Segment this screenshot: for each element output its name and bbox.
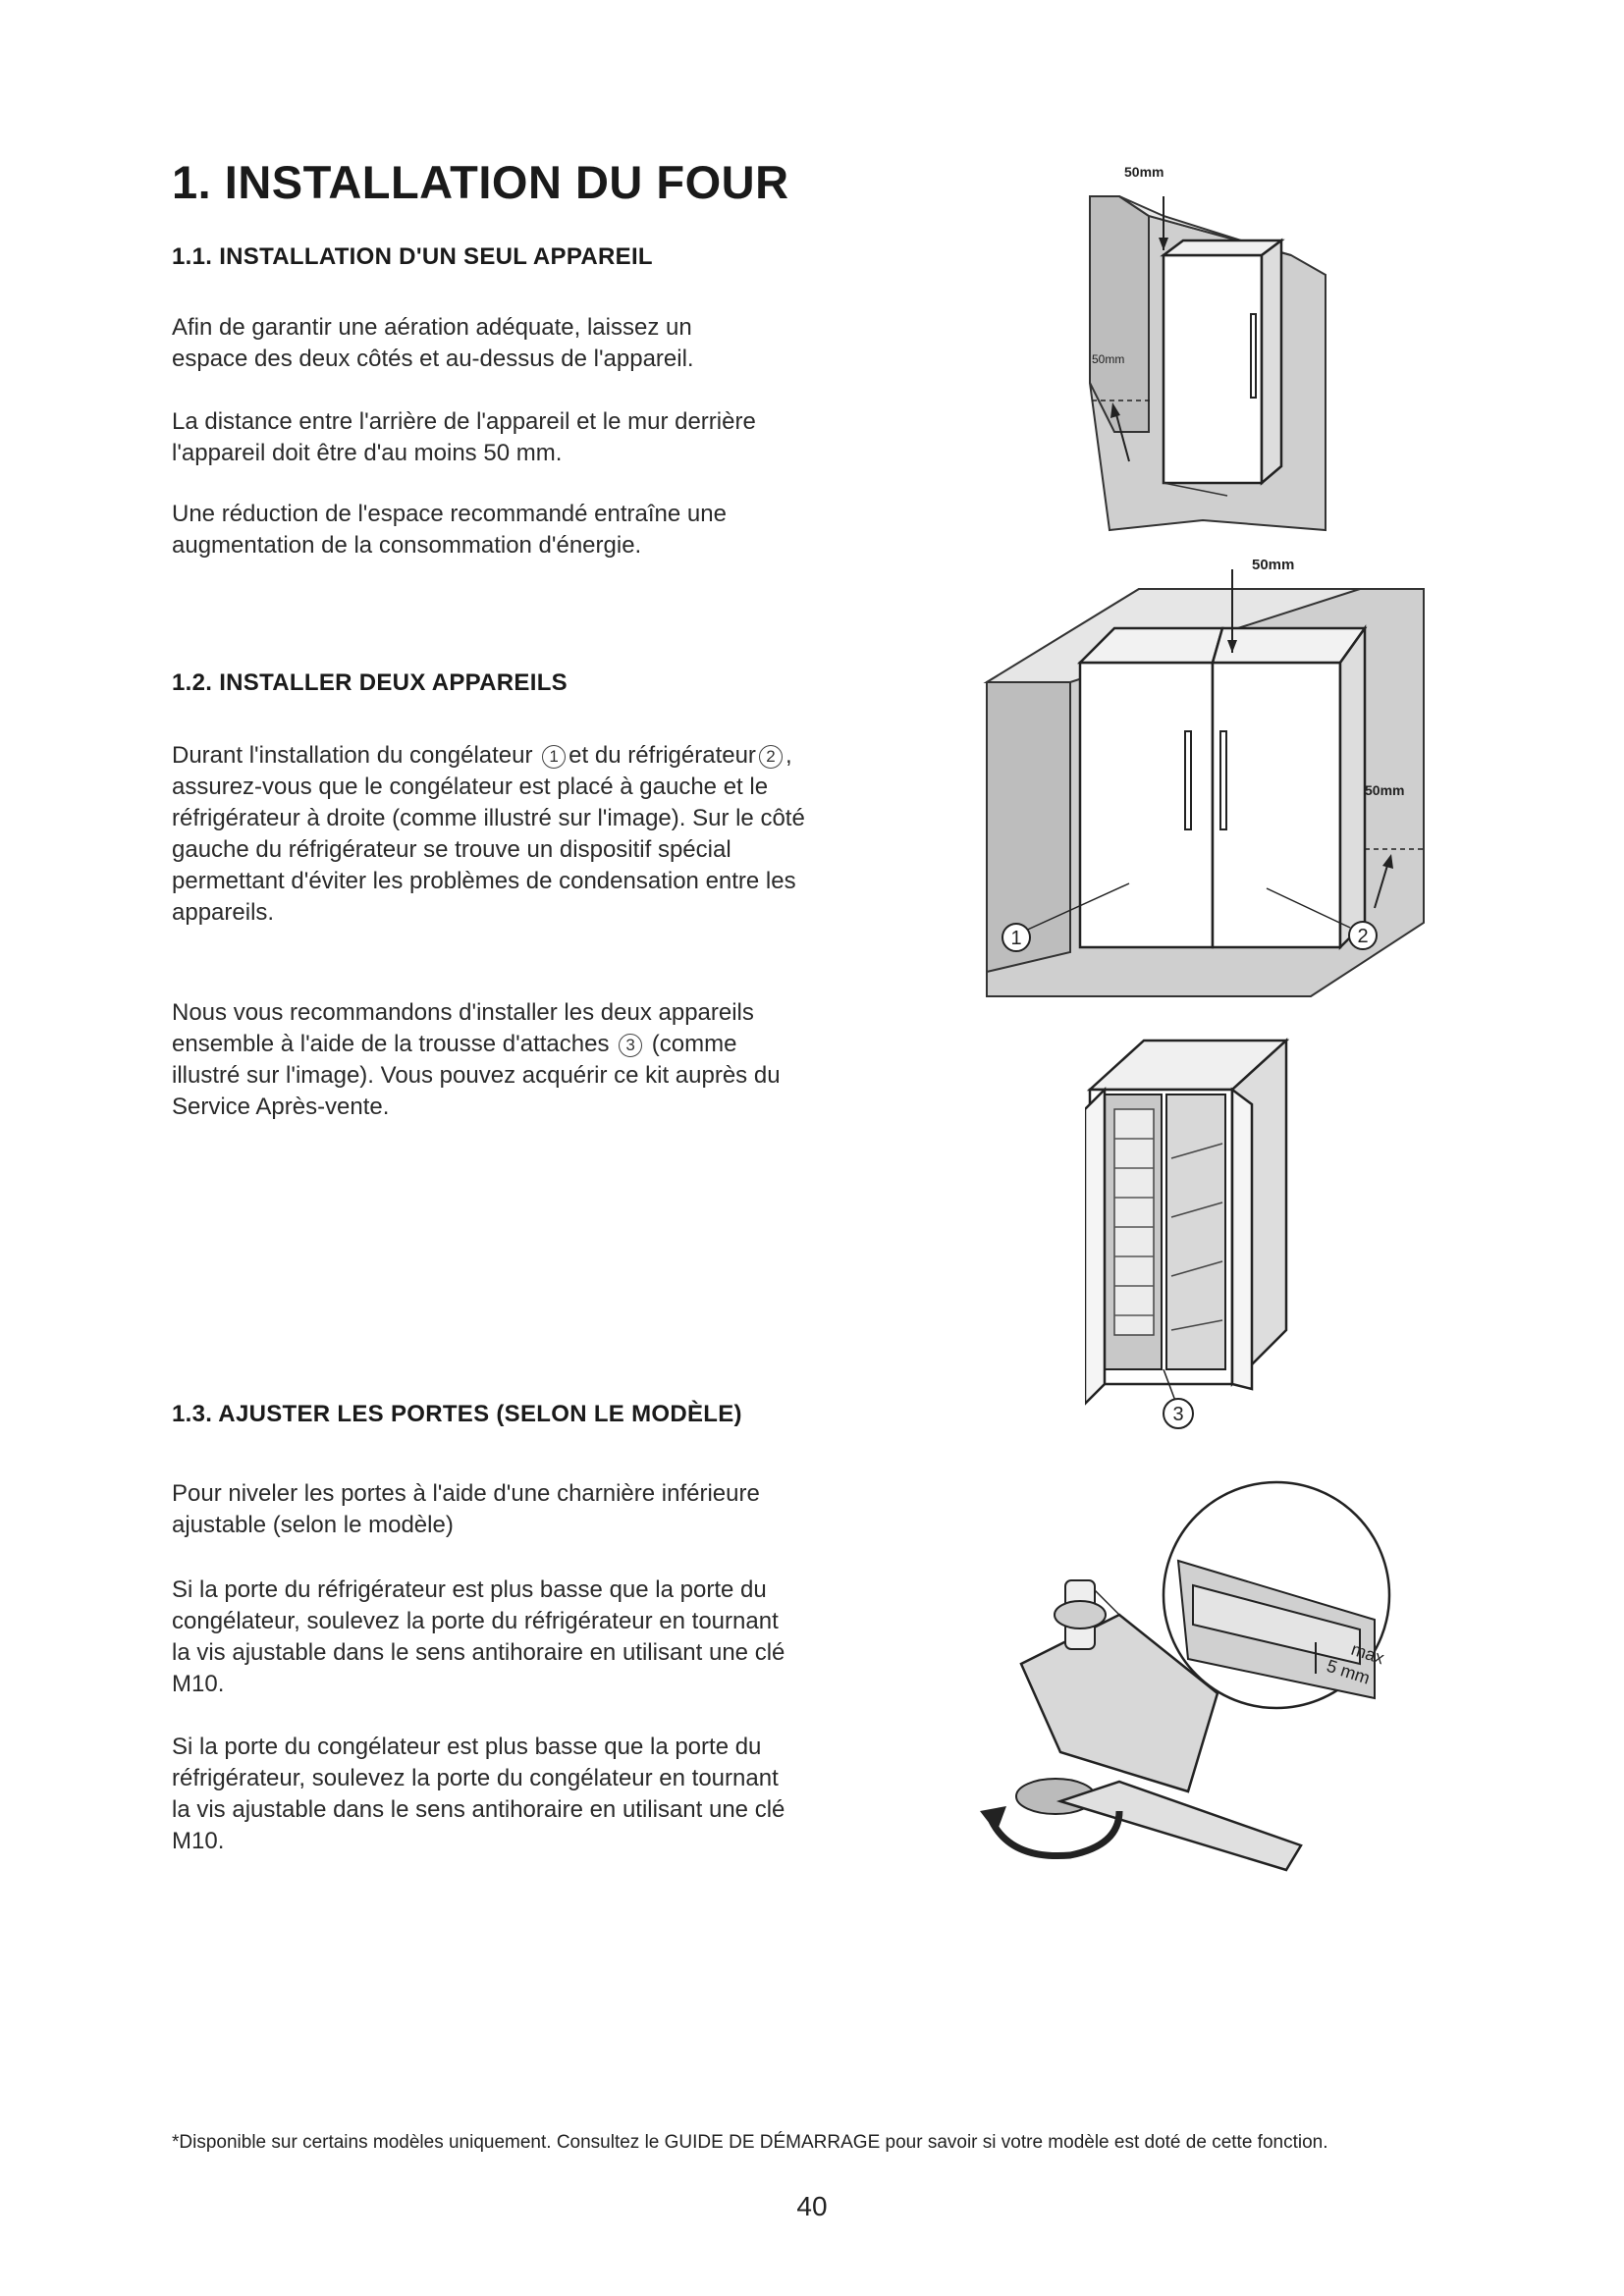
section-1-2-p2-text-b: (comme illustré sur l'image). Vous pouvez acquérir ce kit auprès du Service Après-vente. [172,1031,781,1120]
section-1-3-paragraph-1: Pour niveler les portes à l'aide d'une charnière inférieure ajustable (selon le modèle) [172,1480,760,1538]
section-1-2-heading: 1.2. INSTALLER DEUX APPAREILS [172,669,568,696]
page-title: 1. INSTALLATION DU FOUR [172,156,789,208]
fridge-marker-2: 2 [759,745,783,769]
section-1-1-paragraph-1: Afin de garantir une aération adéquate, laissez un espace des deux côtés et au-dessus de l'appareil. [172,314,694,372]
freezer-door [1085,1090,1105,1404]
gap-label: 5 mm [1324,1655,1373,1688]
fridge-cavity [1166,1095,1225,1369]
alcove-left [987,682,1070,972]
side-gap-label: 50mm [1092,352,1125,366]
marker-3-label: 3 [1172,1404,1184,1425]
freezer-drawers [1114,1109,1154,1335]
section-1-1-paragraph-3: Une réduction de l'espace recommandé entraîne une augmentation de la consommation d'énergie. [172,501,727,559]
top-gap-label: 50mm [1252,557,1295,573]
marker-2-label: 2 [1357,926,1369,947]
appliance-handle [1251,314,1256,398]
footnote: *Disponible sur certains modèles uniquement. Consultez le GUIDE DE DÉMARRAGE pour savoir si votre modèle est doté de cette fonction. [172,2132,1328,2153]
section-1-1-paragraph-2: La distance entre l'arrière de l'appareil et le mur derrière l'appareil doit être d'au moins 50 mm. [172,408,756,466]
hinge-nut [1055,1601,1106,1629]
rotation-arrow [992,1811,1119,1856]
page-number: 40 [796,2191,828,2221]
m10-wrench [1060,1782,1301,1870]
open-appliances-figure [1085,1036,1350,1438]
appliance-front [1164,255,1262,483]
section-1-3-paragraph-3: Si la porte du congélateur est plus basse que la porte du réfrigérateur, soulevez la porte du congélateur en tournant la vis ajustable dans le sens antihoraire en utilisant une clé M10. [172,1734,785,1854]
top-gap-label: 50mm [1124,164,1164,180]
two-appliances-figure [972,550,1434,1001]
freezer-marker-1: 1 [542,745,566,769]
fridge-side [1340,628,1365,947]
fridge-top [1213,628,1365,663]
section-1-3-heading: 1.3. AJUSTER LES PORTES (SELON LE MODÈLE) [172,1401,742,1427]
section-1-3-paragraph-2: Si la porte du réfrigérateur est plus basse que la porte du congélateur, soulevez la porte du réfrigérateur en tournant la vis ajustable dans le sens antihoraire en utilisant une clé M10. [172,1576,785,1697]
side-gap-label: 50mm [1365,782,1405,798]
hinge-adjust-figure [972,1468,1424,1909]
left-wall [1090,196,1149,432]
section-1-2-p1-text-b: et du réfrigérateur [568,742,756,769]
section-1-2-paragraph-2 [172,997,805,1123]
freezer-handle [1185,731,1191,829]
section-1-2-paragraph-1 [172,740,805,929]
max-label: max [1348,1638,1387,1669]
section-1-2-p1-text-c: , assurez-vous que le congélateur est placé à gauche et le réfrigérateur à droite (comme illustré sur l'image). Sur le côté gauche du réfrigérateur se trouve un dispositif spécial permettant d'éviter les problèmes de condensation entre les appareils. [172,742,805,926]
fridge-handle [1220,731,1226,829]
section-1-1-heading: 1.1. INSTALLATION D'UN SEUL APPAREIL [172,243,653,270]
marker-1-label: 1 [1010,928,1022,949]
fridge-front [1213,663,1340,947]
section-1-2-p2-text-a: Nous vous recommandons d'installer les deux appareils ensemble à l'aide de la trousse d'attaches [172,999,754,1057]
section-1-2-p1-text-a: Durant l'installation du congélateur [172,742,533,769]
fridge-door [1232,1090,1252,1389]
single-appliance-figure [1070,157,1335,540]
freezer-front [1080,663,1213,947]
appliance-side [1262,240,1281,483]
kit-marker-3: 3 [619,1034,642,1057]
